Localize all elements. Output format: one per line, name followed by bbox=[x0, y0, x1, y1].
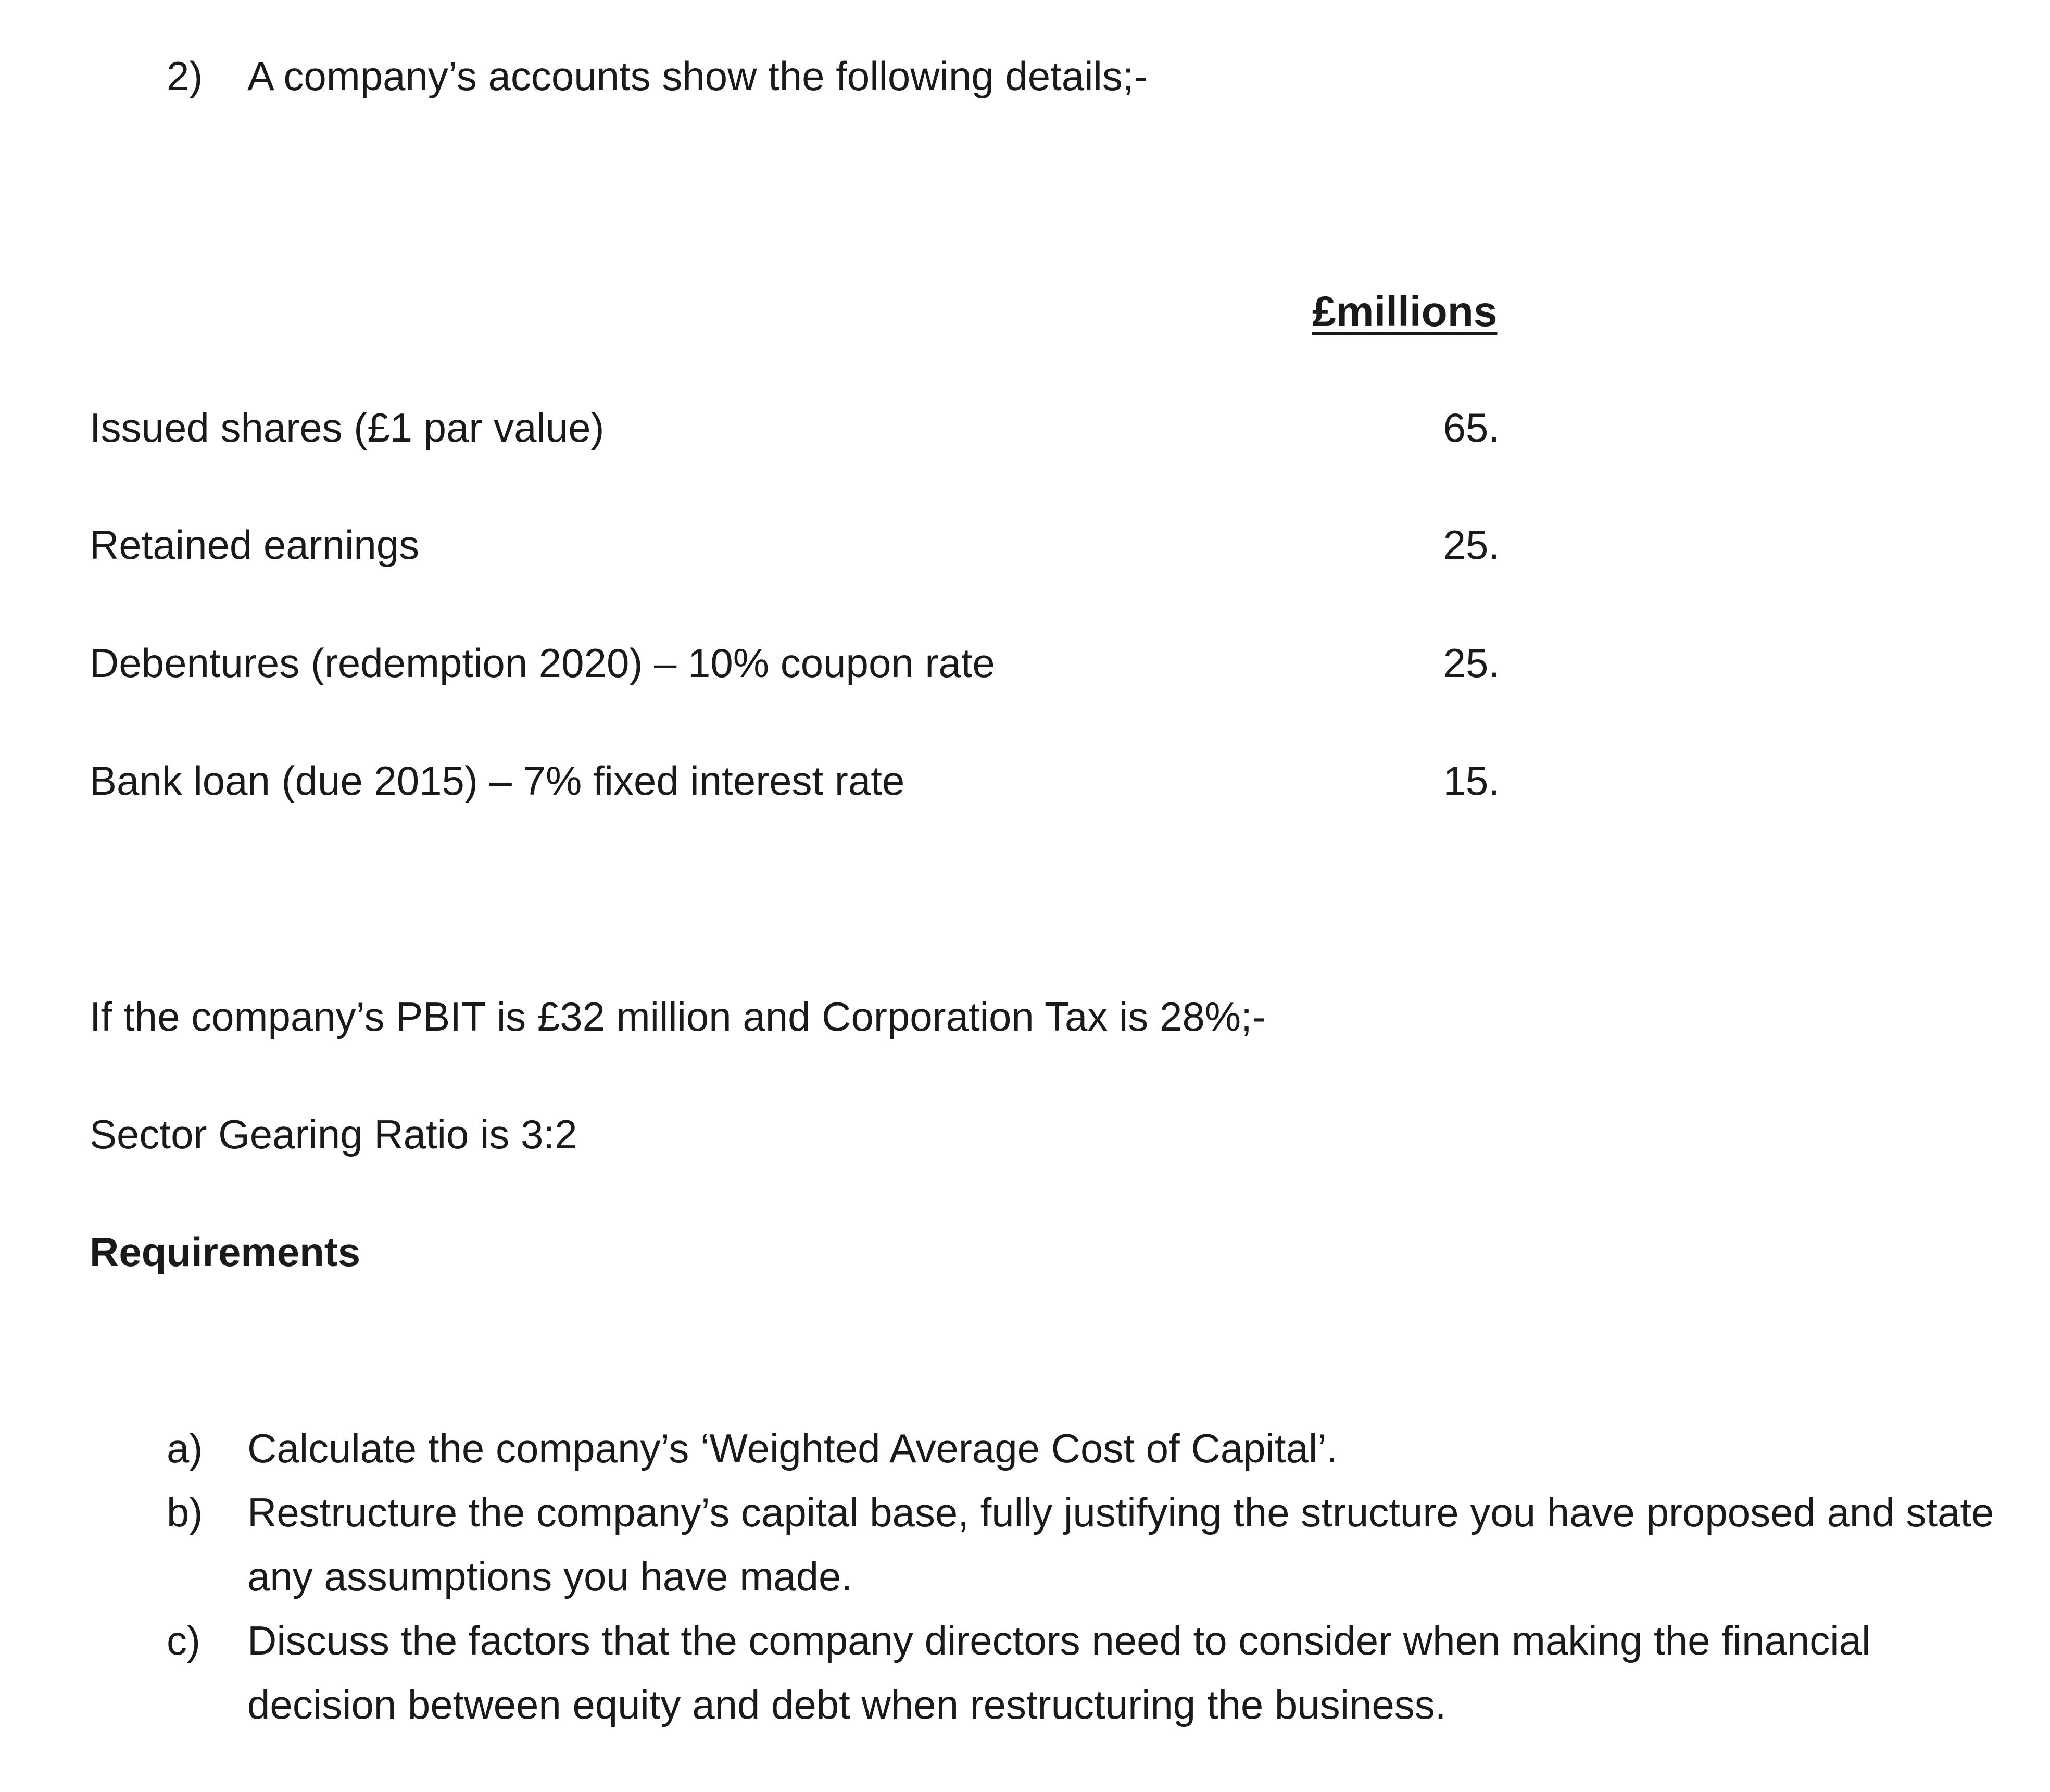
row-label-debentures: Debentures (redemption 2020) – 10% coupon rate bbox=[90, 640, 995, 686]
row-label-retained-earnings: Retained earnings bbox=[90, 522, 420, 568]
requirement-letter-a: a) bbox=[167, 1425, 203, 1471]
question-text: A company’s accounts show the following details;- bbox=[247, 53, 1148, 99]
question-number: 2) bbox=[167, 53, 203, 99]
requirement-text-a: Calculate the company’s ‘Weighted Average Cost of Capital’. bbox=[247, 1425, 1338, 1471]
requirement-letter-c: c) bbox=[167, 1618, 200, 1663]
requirements-heading: Requirements bbox=[90, 1229, 361, 1275]
row-value-issued-shares: 65. bbox=[1443, 405, 1500, 450]
requirement-letter-b: b) bbox=[167, 1489, 203, 1535]
info-gearing-ratio: Sector Gearing Ratio is 3:2 bbox=[90, 1111, 577, 1157]
row-value-retained-earnings: 25. bbox=[1443, 522, 1500, 568]
info-pbit-tax: If the company’s PBIT is £32 million and Corporation Tax is 28%;- bbox=[90, 994, 1266, 1039]
row-label-bank-loan: Bank loan (due 2015) – 7% fixed interest rate bbox=[90, 758, 905, 804]
requirement-text-c: Discuss the factors that the company directors need to consider when making the financial decision between equity and debt when restructuring the business. bbox=[247, 1618, 1871, 1727]
row-label-issued-shares: Issued shares (£1 par value) bbox=[90, 405, 605, 450]
requirement-text-b: Restructure the company’s capital base, fully justifying the structure you have proposed and state any assumptions you have made. bbox=[247, 1489, 1994, 1599]
row-value-bank-loan: 15. bbox=[1443, 758, 1500, 804]
row-value-debentures: 25. bbox=[1443, 640, 1500, 686]
column-header-millions: £millions bbox=[1312, 288, 1498, 335]
